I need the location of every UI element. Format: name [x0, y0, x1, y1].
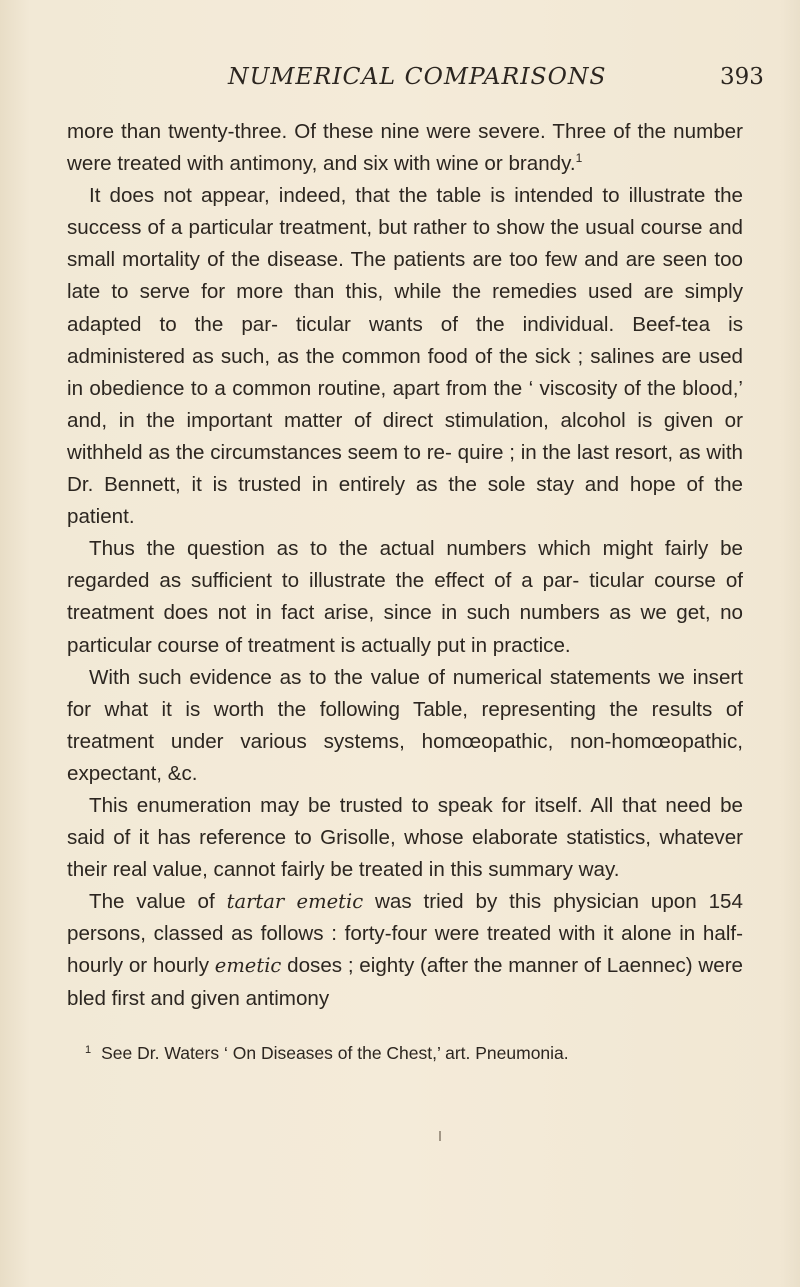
- footnote-text: See Dr. Waters ‘ On Diseases of the Chest,’ art. Pneumonia.: [101, 1043, 569, 1063]
- footnote-mark: 1: [85, 1044, 92, 1056]
- italic-emetic: emetic: [214, 954, 282, 978]
- paragraph-6: [67, 886, 743, 1014]
- italic-tartar-emetic: tartar emetic: [226, 890, 364, 914]
- paragraph-6-part-3: doses ; eighty (after the manner of Laennec) were bled first and given antimony: [67, 954, 744, 1010]
- paragraph-1: [67, 116, 743, 180]
- running-head: [0, 62, 800, 102]
- paragraph-6-part-2: was tried by this physician upon 154 persons, classed as follows : forty-four were treated with it alone in half-hourly or hourly: [67, 890, 743, 978]
- paragraph-4: With such evidence as to the value of numerical statements we insert for what it is worth the following Table, representing the results of treatment under various systems, homœopathic, non-homœopathic, expectant, &c.: [67, 665, 743, 785]
- paragraph-5: This enumeration may be trusted to speak for itself. All that need be said of it has reference to Grisolle, whose elaborate statistics, whatever their real value, cannot fairly be treated in this summary way.: [67, 793, 743, 882]
- footnote: [85, 1038, 745, 1065]
- print-speck: [439, 1131, 441, 1141]
- running-title: NUMERICAL COMPARISONS: [228, 62, 607, 90]
- body-text: [67, 116, 743, 1015]
- paragraph-1-text: more than twenty-three. Of these nine were severe. Three of the number were treated with antimony, and six with wine or brandy.: [67, 120, 743, 176]
- footnote-reference: 1: [575, 151, 583, 166]
- paragraph-6-part-1: The value of: [89, 890, 215, 914]
- page-number: 393: [720, 64, 764, 90]
- paragraph-3: Thus the question as to the actual numbers which might fairly be regarded as sufficient to illustrate the effect of a par- ticular course of treatment does not in fact arise, since in such numbers as we get, no particular course of treatment is actually put in practice.: [67, 537, 743, 657]
- paragraph-2: It does not appear, indeed, that the table is intended to illustrate the success of a particular treatment, but rather to show the usual course and small mortality of the disease. The patients are too few and are seen too late to serve for more than this, while the remedies used are simply adapted to the par- ticular wants of the individual. Beef-tea is administered as such, as the common food of the sick ; salines are used in obedience to a common routine, apart from the ‘ viscosity of the blood,’ and, in the important matter of direct stimulation, alcohol is given or withheld as the circumstances seem to re- quire ; in the last resort, as with Dr. Bennett, it is trusted in entirely as the sole stay and hope of the patient.: [67, 184, 743, 529]
